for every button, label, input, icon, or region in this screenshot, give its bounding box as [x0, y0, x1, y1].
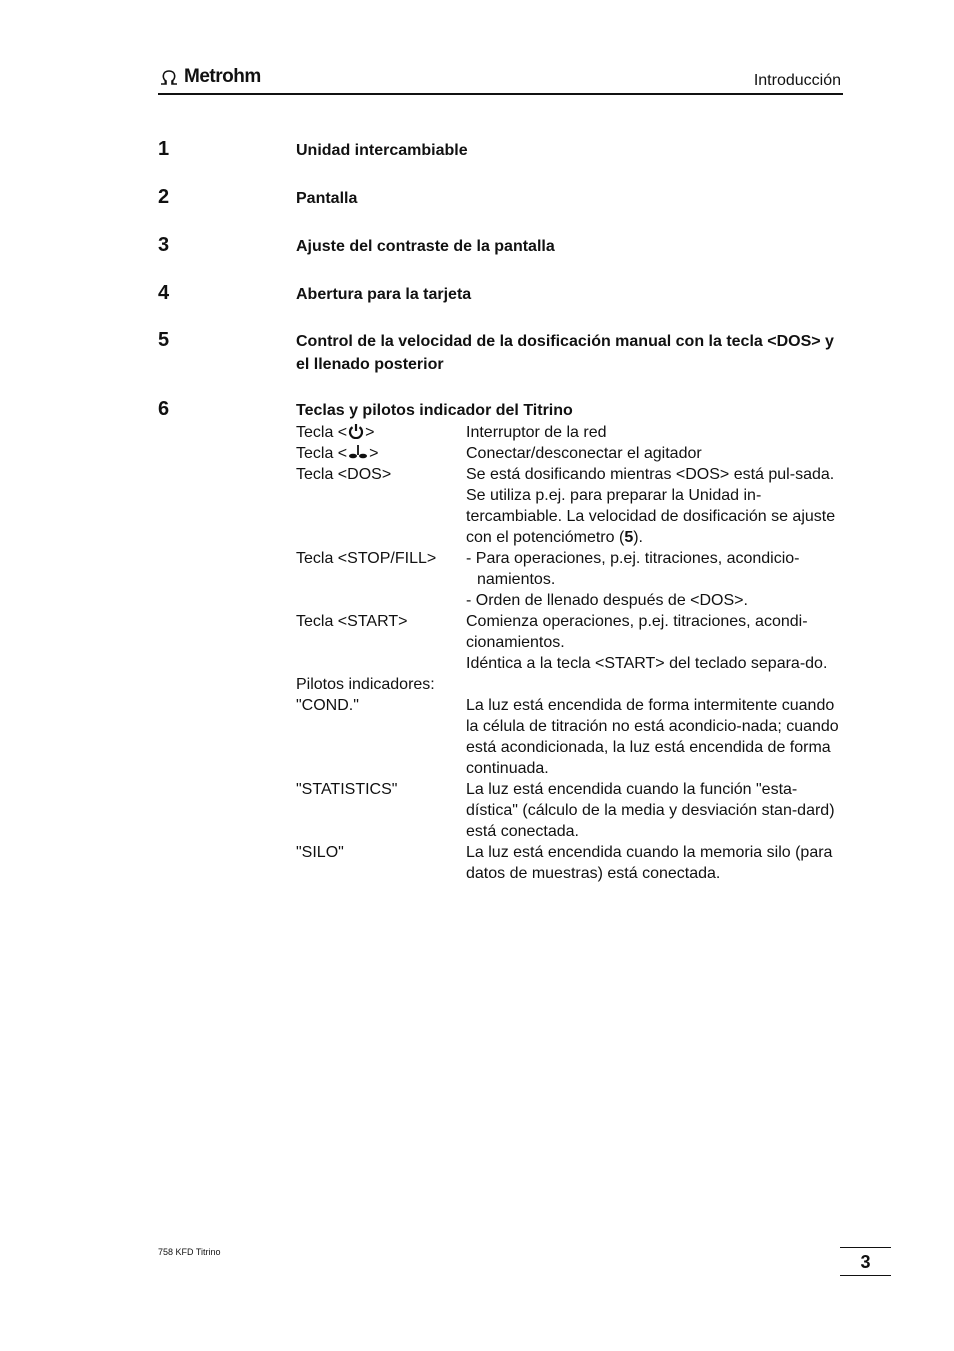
section-title: Introducción — [753, 72, 841, 89]
power-icon — [347, 423, 365, 439]
key-row-start — [296, 611, 841, 674]
indicator-row-statistics — [296, 779, 841, 842]
item-title-6: Teclas y pilotos indicador del Titrino — [296, 402, 573, 419]
item-number-2: 2 — [158, 186, 170, 208]
item-title-5: Control de la velocidad de la dosificación manual con la tecla <DOS> y el llenado posterior — [296, 333, 834, 373]
key-label-start: Tecla <START> — [296, 613, 408, 630]
key-label-stirrer: Tecla < > — [296, 445, 379, 462]
header-divider — [158, 93, 843, 95]
item-number-6: 6 — [158, 398, 170, 420]
page-number: 3 — [860, 1252, 871, 1272]
key-label-power: Tecla < > — [296, 424, 375, 441]
indicator-row-silo — [296, 842, 841, 884]
key-desc-stirrer: Conectar/desconectar el agitador — [466, 445, 702, 462]
key-label-dos: Tecla <DOS> — [296, 466, 392, 483]
brand-logo — [158, 66, 261, 88]
indicator-label-silo: "SILO" — [296, 844, 344, 861]
item-number-3: 3 — [158, 234, 170, 256]
key-row-stirrer — [296, 443, 841, 464]
key-desc-dos: Se está dosificando mientras <DOS> está pul-sada. Se utiliza p.ej. para preparar la Unidad in-tercambiable. La velocidad de dosificación se ajuste con el potenciómetro (5). — [466, 466, 836, 546]
indicator-desc-cond: La luz está encendida de forma intermitente cuando la célula de titración no está acondicio-nada; cuando está acondicionada, la luz está encendida de forma continuada. — [466, 697, 839, 777]
footer-page-bottom-rule — [840, 1275, 891, 1276]
brand-name: Metrohm — [184, 66, 261, 87]
key-row-stop-fill — [296, 548, 841, 611]
item-title-3: Ajuste del contraste de la pantalla — [296, 238, 555, 255]
item-number-4: 4 — [158, 282, 170, 304]
item-title-2: Pantalla — [296, 190, 358, 207]
indicator-label-cond: "COND." — [296, 697, 359, 714]
item-title-1: Unidad intercambiable — [296, 142, 468, 159]
footer-page-top-rule — [840, 1247, 891, 1248]
key-desc-power: Interruptor de la red — [466, 424, 607, 441]
indicator-label-statistics: "STATISTICS" — [296, 781, 398, 798]
key-row-power — [296, 422, 841, 443]
key-row-dos — [296, 464, 841, 548]
indicator-desc-silo: La luz está encendida cuando la memoria silo (para datos de muestras) está conectada. — [466, 844, 833, 882]
item-number-5: 5 — [158, 329, 170, 351]
indicators-heading: Pilotos indicadores: — [296, 676, 435, 693]
stirrer-icon — [347, 444, 369, 460]
item-number-1: 1 — [158, 138, 170, 160]
indicator-row-cond — [296, 695, 841, 779]
key-label-stop-fill: Tecla <STOP/FILL> — [296, 550, 437, 567]
indicator-desc-statistics: La luz está encendida cuando la función "esta-dística" (cálculo de la media y desviación stan-dard) está conectada. — [466, 781, 835, 840]
metrohm-omega-icon — [158, 68, 180, 86]
keys-list — [296, 422, 841, 884]
footer-product-name: 758 KFD Titrino — [158, 1247, 221, 1257]
key-desc-start: Comienza operaciones, p.ej. titraciones, acondi-cionamientos. Idéntica a la tecla <START> del teclado separa-do. — [466, 613, 828, 672]
item-title-4: Abertura para la tarjeta — [296, 286, 472, 303]
key-desc-stop-fill: - Para operaciones, p.ej. titraciones, acondicio-namientos. - Orden de llenado después de <DOS>. — [466, 550, 800, 609]
